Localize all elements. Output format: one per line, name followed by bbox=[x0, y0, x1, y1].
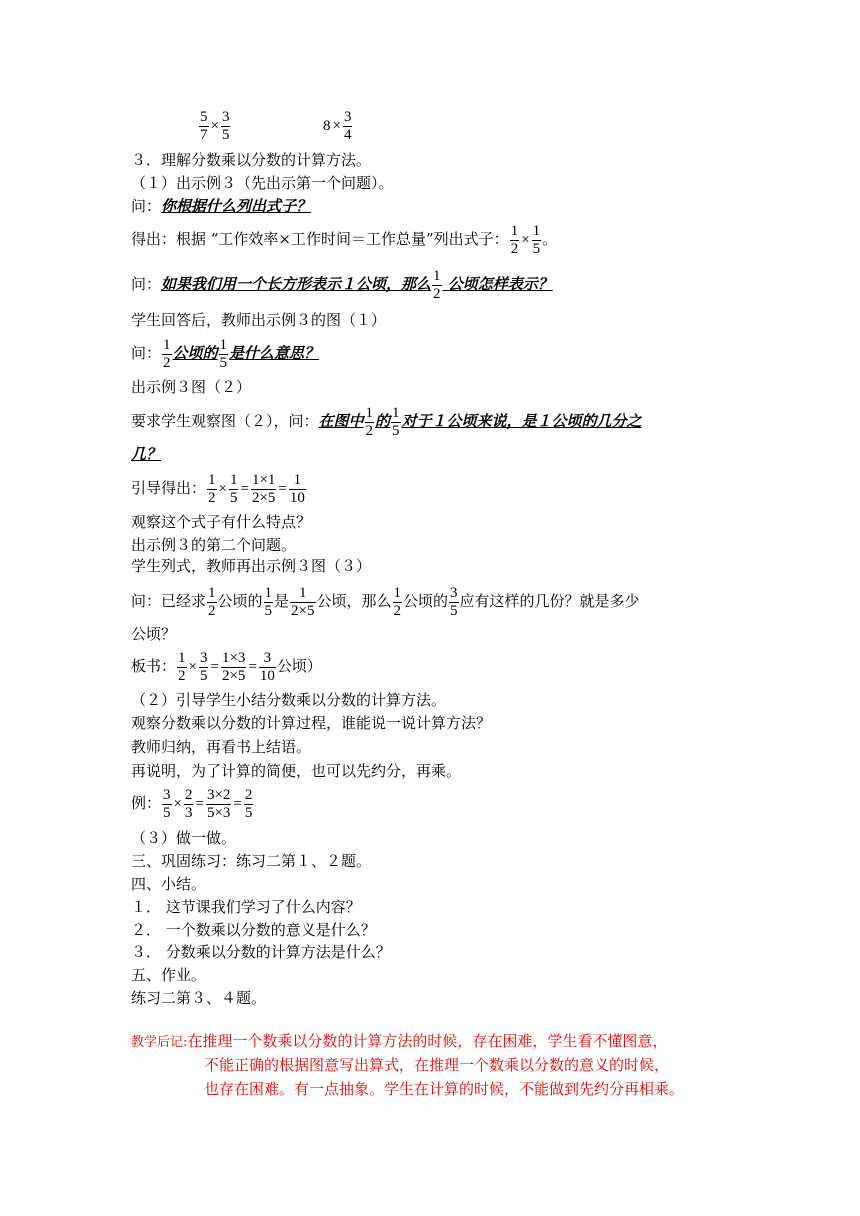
denominator: 2×5 bbox=[221, 667, 246, 684]
numerator: 1 bbox=[219, 336, 228, 353]
student-line: 学生列式，教师再出示例３图（３） bbox=[131, 557, 372, 575]
fraction bbox=[244, 787, 254, 822]
summary-question-3: ３． 分数乘以分数的计算方法是什么？ bbox=[131, 943, 391, 961]
fraction bbox=[264, 585, 274, 620]
fraction bbox=[206, 787, 231, 822]
observe-prefix: 要求学生观察图（２），问： bbox=[131, 412, 319, 430]
fraction bbox=[343, 109, 353, 144]
observe-text-a: 在图中 bbox=[318, 412, 364, 430]
guide-equation bbox=[131, 468, 307, 508]
numerator: 3 bbox=[163, 786, 171, 803]
observe-question-cont bbox=[131, 444, 161, 464]
fraction bbox=[199, 650, 209, 685]
denominator: 2 bbox=[510, 240, 519, 257]
known-text-b: 公顷的 bbox=[217, 592, 263, 610]
question-1 bbox=[131, 196, 311, 216]
numerator: 1 bbox=[433, 267, 441, 284]
board-suffix: 公顷） bbox=[276, 657, 322, 675]
question-2 bbox=[131, 264, 553, 304]
denominator: 10 bbox=[289, 489, 305, 506]
known-text-e: 公顷的 bbox=[403, 592, 449, 610]
fraction bbox=[162, 787, 172, 822]
times-sign: × bbox=[188, 659, 197, 675]
known-text-d: 公顷，那么 bbox=[316, 592, 392, 610]
observe-text-b: 的 bbox=[375, 412, 391, 430]
fraction bbox=[251, 472, 276, 507]
denominator: 2 bbox=[208, 602, 216, 619]
section-summary: 四、小结。 bbox=[131, 875, 207, 893]
example-prefix: 例： bbox=[131, 794, 162, 812]
paragraph-2: （２）引导学生小结分数乘以分数的计算方法。 bbox=[131, 691, 447, 709]
teaching-notes-line-2: 不能正确的根据图意写出算式，在推理一个数乘以分数的意义的时候， bbox=[204, 1056, 670, 1074]
numerator: 1 bbox=[208, 471, 216, 488]
numerator: 3 bbox=[199, 649, 208, 666]
expr-8-times-3-4 bbox=[322, 105, 353, 145]
fraction bbox=[289, 472, 306, 507]
fraction bbox=[259, 650, 276, 685]
question-text-a: 如果我们用一个长方形表示１公顷，那么 bbox=[161, 275, 432, 293]
teaching-notes-text: 在推理一个数乘以分数的计算方法的时候，存在困难，学生看不懂图意， bbox=[187, 1032, 668, 1050]
denominator: 3 bbox=[184, 804, 193, 821]
question-prefix: 问： bbox=[131, 275, 162, 293]
fraction bbox=[199, 109, 209, 144]
expr-5-7-times-3-5 bbox=[198, 105, 231, 145]
question-text-b: 是什么意思？ bbox=[229, 344, 320, 362]
times-sign: × bbox=[332, 118, 341, 134]
fraction bbox=[207, 585, 217, 620]
fraction bbox=[162, 337, 172, 372]
numerator: 1 bbox=[264, 584, 273, 601]
observe-text-d: 几？ bbox=[131, 445, 162, 463]
feature-question: 观察这个式子有什么特点？ bbox=[131, 513, 312, 531]
summary-question-1: １． 这节课我们学习了什么内容？ bbox=[131, 898, 361, 916]
fraction bbox=[177, 650, 187, 685]
times-sign: × bbox=[521, 232, 530, 248]
summary-question-2: ２． 一个数乘以分数的意义是什么？ bbox=[131, 921, 376, 939]
section-consolidate: 三、巩固练习：练习二第１、２题。 bbox=[131, 852, 372, 870]
known-text-f: 应有这样的几份？就是多少 bbox=[459, 592, 640, 610]
fraction bbox=[219, 337, 229, 372]
question-text-a: 公顷的 bbox=[172, 344, 218, 362]
denominator: 2 bbox=[178, 667, 186, 684]
section-3-heading: ３．理解分数乘以分数的计算方法。 bbox=[131, 151, 372, 169]
question-3 bbox=[131, 333, 319, 373]
equals-sign: = bbox=[195, 796, 204, 812]
denominator: 5 bbox=[229, 489, 238, 506]
homework-text: 练习二第３、４题。 bbox=[131, 989, 267, 1007]
paragraph-3: （３）做一做。 bbox=[131, 829, 237, 847]
denominator: 2×5 bbox=[251, 489, 276, 506]
numerator: 1 bbox=[163, 336, 171, 353]
numerator: 1 bbox=[392, 404, 400, 421]
teaching-notes-line-3: 也存在困难。有一点抽象。学生在计算的时候，不能做到先约分再相乘。 bbox=[204, 1080, 685, 1098]
equals-sign: = bbox=[240, 481, 249, 497]
teaching-notes-line-1 bbox=[131, 1031, 667, 1051]
fraction bbox=[391, 405, 401, 440]
numerator: 3×2 bbox=[206, 786, 231, 803]
denominator: 5 bbox=[163, 804, 171, 821]
numerator: 1 bbox=[393, 584, 402, 601]
fraction bbox=[207, 472, 217, 507]
show-figure-2: 出示例３图（２） bbox=[131, 378, 252, 396]
denominator: 2×5 bbox=[291, 602, 315, 619]
fraction bbox=[221, 650, 246, 685]
numerator: 3 bbox=[221, 108, 230, 125]
numerator: 2 bbox=[184, 786, 193, 803]
denominator: 2 bbox=[393, 602, 402, 619]
equals-sign: = bbox=[210, 659, 219, 675]
denominator: 5 bbox=[264, 602, 273, 619]
times-sign: × bbox=[173, 796, 182, 812]
denominator: 2 bbox=[208, 489, 216, 506]
times-sign: × bbox=[210, 118, 219, 134]
denominator: 5 bbox=[244, 804, 253, 821]
known-text-a: 问：已经求 bbox=[131, 592, 207, 610]
equals-sign: = bbox=[248, 659, 257, 675]
denominator: 5 bbox=[199, 667, 208, 684]
numerator: 1 bbox=[289, 472, 306, 490]
fraction bbox=[229, 472, 239, 507]
observe-question bbox=[131, 401, 642, 441]
question-prefix: 问： bbox=[131, 344, 162, 362]
denominator: 5 bbox=[532, 240, 541, 257]
denominator: 5 bbox=[219, 354, 228, 371]
fraction bbox=[510, 223, 520, 258]
guide-prefix: 引导得出： bbox=[131, 479, 207, 497]
fraction bbox=[532, 223, 542, 258]
known-text-c: 是 bbox=[274, 592, 290, 610]
denominator: 7 bbox=[200, 126, 208, 143]
fraction bbox=[449, 585, 459, 620]
fraction bbox=[365, 405, 375, 440]
denominator: 5 bbox=[221, 126, 230, 143]
numerator: 1 bbox=[208, 584, 216, 601]
fraction bbox=[432, 268, 442, 303]
fraction bbox=[221, 109, 231, 144]
whole-number: 8 bbox=[323, 118, 331, 134]
fraction bbox=[184, 787, 194, 822]
numerator: 1 bbox=[510, 222, 519, 239]
observe-text-c: 对于１公顷来说，是１公顷的几分之 bbox=[401, 412, 642, 430]
fraction bbox=[393, 585, 403, 620]
second-question-line: 出示例３的第二个问题。 bbox=[131, 536, 297, 554]
denominator: 4 bbox=[343, 126, 352, 143]
derive-text: 得出：根据 “工作效率×工作时间＝工作总量”列出式子： bbox=[131, 230, 509, 248]
times-sign: × bbox=[218, 481, 227, 497]
numerator: 1 bbox=[532, 222, 541, 239]
equals-sign: = bbox=[233, 796, 242, 812]
denominator: 2 bbox=[365, 422, 374, 439]
known-question-cont: 公顷？ bbox=[131, 625, 177, 643]
numerator: 1×3 bbox=[221, 649, 246, 666]
numerator: 1 bbox=[365, 404, 374, 421]
numerator: 1 bbox=[290, 585, 315, 603]
derive-line bbox=[131, 219, 557, 259]
example-equation bbox=[131, 783, 254, 823]
numerator: 3 bbox=[259, 650, 276, 668]
denominator: 5 bbox=[450, 602, 458, 619]
denominator: 2 bbox=[433, 285, 441, 302]
denominator: 10 bbox=[259, 667, 275, 684]
board-prefix: 板书： bbox=[131, 657, 177, 675]
denominator: 2 bbox=[163, 354, 171, 371]
student-answer-line: 学生回答后，教师出示例３的图（１） bbox=[131, 311, 387, 329]
numerator: 5 bbox=[200, 108, 208, 125]
fraction bbox=[290, 585, 315, 620]
numerator: 3 bbox=[343, 108, 352, 125]
numerator: 1 bbox=[178, 649, 186, 666]
period: 。 bbox=[542, 230, 558, 248]
numerator: 3 bbox=[450, 584, 458, 601]
board-equation bbox=[131, 646, 322, 686]
known-question bbox=[131, 581, 640, 621]
observe-process: 观察分数乘以分数的计算过程，谁能说一说计算方法？ bbox=[131, 714, 492, 732]
question-prefix: 问： bbox=[131, 197, 162, 215]
denominator: 5 bbox=[392, 422, 400, 439]
numerator: 2 bbox=[244, 786, 253, 803]
teaching-notes-label: 教学后记: bbox=[131, 1035, 188, 1050]
question-text: 你根据什么列出式子？ bbox=[161, 197, 312, 215]
equals-sign: = bbox=[278, 481, 287, 497]
section-homework: 五、作业。 bbox=[131, 966, 207, 984]
paragraph-1: （１）出示例３（先出示第一个问题）。 bbox=[131, 174, 394, 192]
explain-again: 再说明，为了计算的简便，也可以先约分，再乘。 bbox=[131, 762, 462, 780]
numerator: 1×1 bbox=[251, 471, 276, 488]
teacher-summary: 教师归纳，再看书上结语。 bbox=[131, 738, 312, 756]
denominator: 5×3 bbox=[206, 804, 231, 821]
numerator: 1 bbox=[229, 471, 238, 488]
question-text-b: 公顷怎样表示？ bbox=[442, 275, 553, 293]
